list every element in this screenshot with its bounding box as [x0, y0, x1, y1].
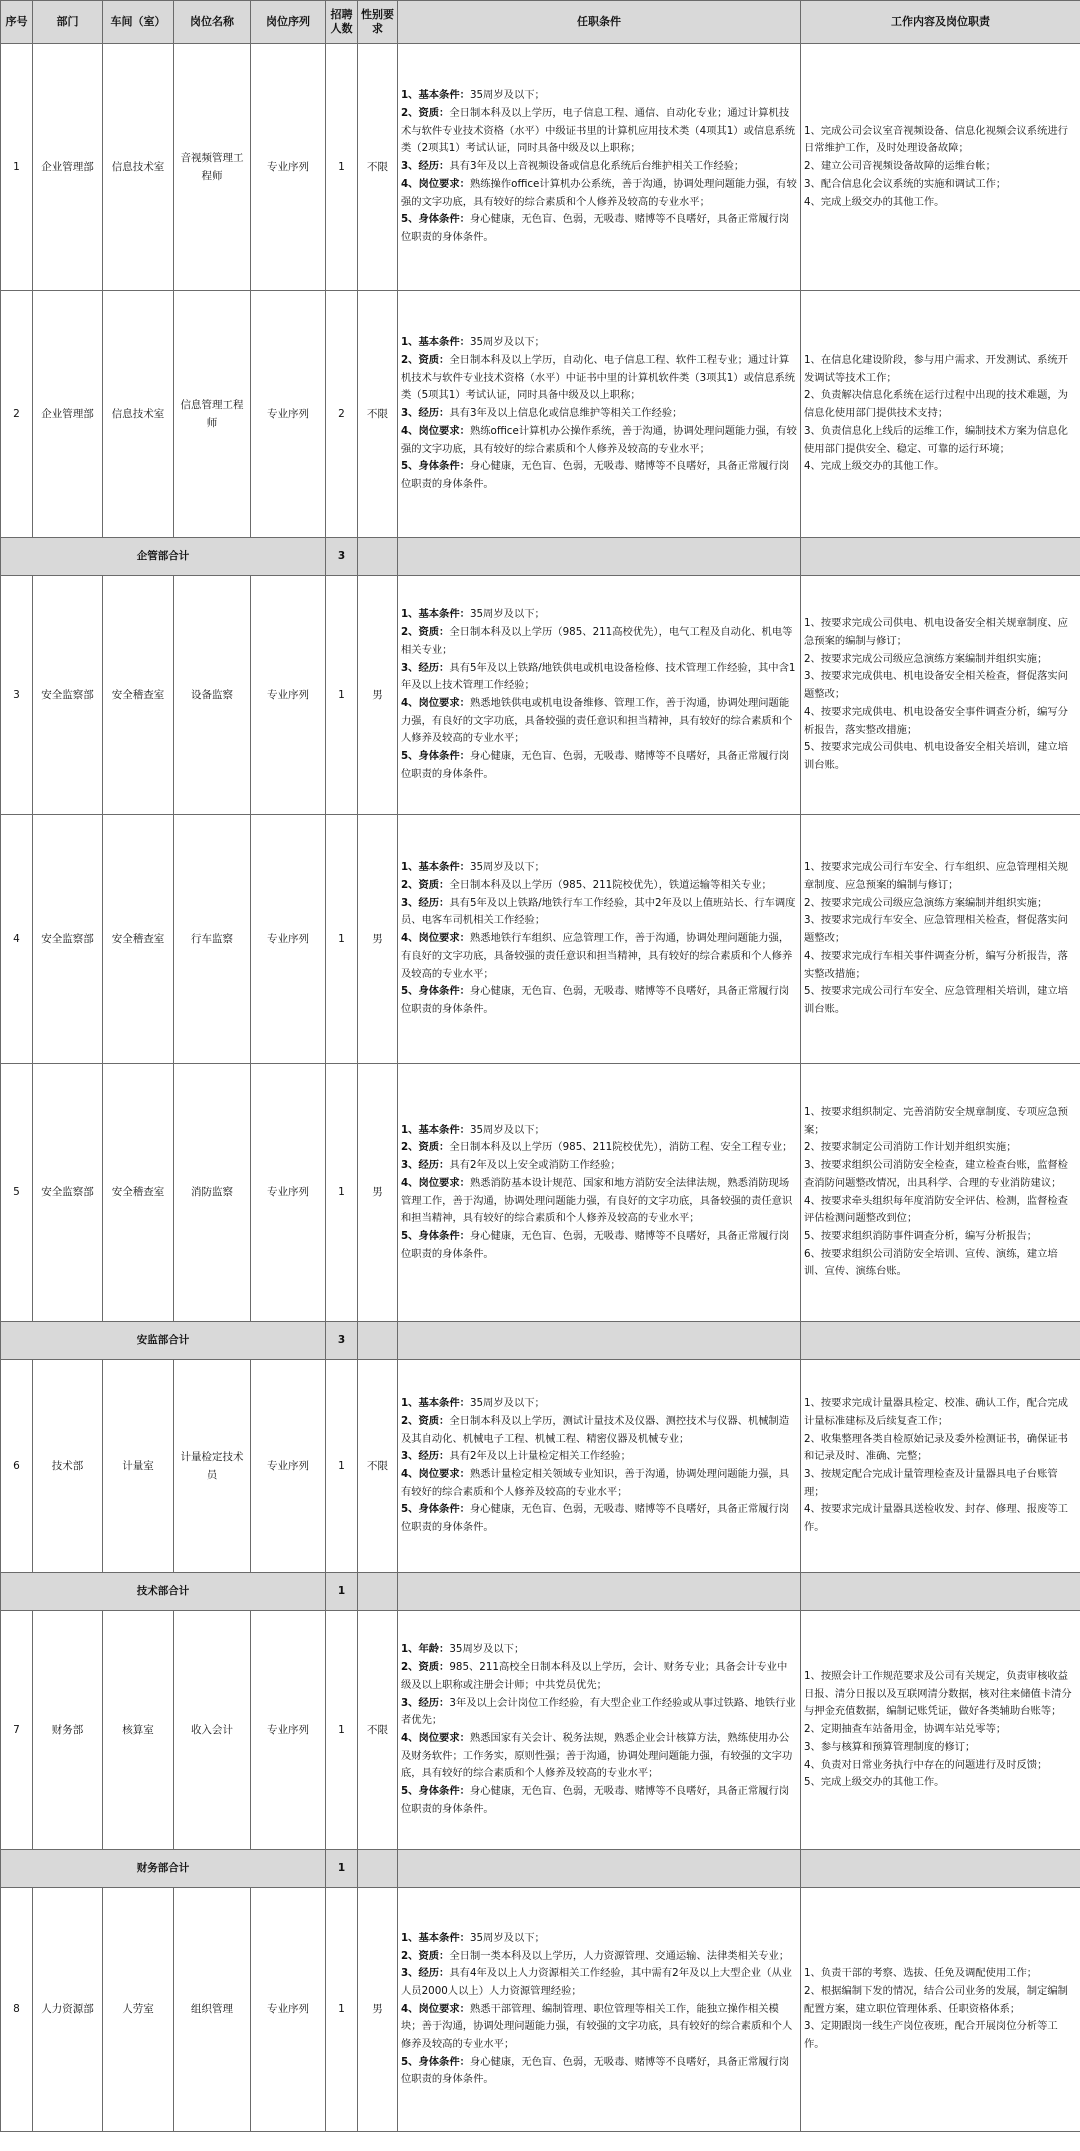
duty-item: 2、按要求完成公司级应急演练方案编制并组织实施；: [804, 652, 1048, 665]
requirements-cell: [398, 1611, 801, 1850]
duty-item: 3、按要求组织公司消防安全检查，建立检查台账，监督检查消防问题整改情况，出具科学、合理的专业消防建议；: [804, 1159, 1068, 1189]
subtotal-duties-empty: [801, 1322, 1080, 1360]
position-sequence: 专业序列: [251, 291, 326, 538]
hire-count: 1: [326, 1064, 358, 1322]
requirement-key: 5、身体条件：: [401, 985, 470, 998]
requirement-item: [401, 87, 797, 105]
subtotal-requirements-empty: [398, 1850, 801, 1888]
requirement-key: 4、岗位要求：: [401, 1176, 470, 1189]
col-no-header: 序号: [1, 1, 33, 44]
department: 安全监察部: [33, 1064, 103, 1322]
requirement-key: 3、经历：: [401, 896, 450, 909]
workshop: 安全稽查室: [103, 576, 174, 815]
department: 企业管理部: [33, 44, 103, 291]
requirement-value: 全日制本科及以上学历（985、211高校优先），电气工程及自动化、机电等相关专业；: [401, 626, 793, 656]
duty-item: 2、定期抽查车站备用金，协调车站兑零等；: [804, 1723, 1007, 1736]
duties-cell: [801, 1064, 1080, 1322]
subtotal-row: [1, 1573, 1080, 1611]
position-name: 音视频管理工程师: [174, 44, 251, 291]
gender-requirement: 男: [358, 815, 398, 1064]
requirement-key: 1、基本条件：: [401, 1123, 470, 1136]
position-name: 行车监察: [174, 815, 251, 1064]
duty-item: 3、参与核算和预算管理制度的修订；: [804, 1740, 976, 1753]
subtotal-requirements-empty: [398, 538, 801, 576]
position-sequence: 专业序列: [251, 44, 326, 291]
subtotal-duties-empty: [801, 538, 1080, 576]
requirement-key: 2、资质：: [401, 107, 450, 120]
requirement-item: [401, 1695, 797, 1730]
workshop: 计量室: [103, 1360, 174, 1573]
requirement-value: 身心健康，无色盲、色弱，无吸毒、赌博等不良嗜好，具备正常履行岗位职责的身体条件。: [401, 750, 790, 780]
requirement-item: [401, 1122, 797, 1140]
requirement-value: 35周岁及以下；: [449, 1643, 525, 1656]
requirement-item: [401, 176, 797, 211]
requirement-key: 1、基本条件：: [401, 861, 470, 874]
col-workshop-header: 车间（室）: [103, 1, 174, 44]
position-name: 计量检定技术员: [174, 1360, 251, 1573]
duty-item: 2、按要求完成公司级应急演练方案编制并组织实施；: [804, 896, 1048, 909]
duty-item: 5、按要求组织消防事件调查分析，编写分析报告；: [804, 1229, 1038, 1242]
requirement-value: 熟练操作office计算机办公系统，善于沟通，协调处理问题能力强，有较强的文字功底，具有较好的综合素质和个人修养及较高的专业水平；: [401, 177, 797, 208]
hire-count: 1: [326, 44, 358, 291]
requirements-cell: [398, 1360, 801, 1573]
row-number: 7: [1, 1611, 33, 1850]
workshop: 安全稽查室: [103, 815, 174, 1064]
row-number: 2: [1, 291, 33, 538]
requirement-key: 1、基本条件：: [401, 1931, 470, 1944]
duties-cell: [801, 1360, 1080, 1573]
requirement-item: [401, 1641, 797, 1659]
requirement-item: [401, 606, 797, 624]
requirement-value: 身心健康，无色盲、色弱，无吸毒、赌博等不良嗜好，具备正常履行岗位职责的身体条件。: [401, 213, 790, 243]
requirement-item: [401, 1466, 797, 1501]
col-position-header: 岗位名称: [174, 1, 251, 44]
requirement-key: 2、资质：: [401, 1414, 450, 1427]
duties-cell: [801, 1888, 1080, 2132]
requirement-key: 5、身体条件：: [401, 750, 470, 763]
requirement-value: 熟悉干部管理、编制管理、职位管理等相关工作，能独立操作相关模块；善于沟通，协调处理问题能力强，有较强的文字功底，具有较好的综合素质和个人修养及较高的专业水平；: [401, 2002, 793, 2051]
duty-item: 5、完成上级交办的其他工作。: [804, 1776, 945, 1789]
workshop: 人劳室: [103, 1888, 174, 2132]
requirement-key: 4、岗位要求：: [401, 424, 470, 437]
requirement-value: 35周岁及以下；: [469, 861, 545, 874]
subtotal-duties-empty: [801, 1573, 1080, 1611]
job-row: [1, 576, 1080, 815]
workshop: 信息技术室: [103, 44, 174, 291]
duty-item: 1、完成公司会议室音视频设备、信息化视频会议系统进行日常维护工作，及时处理设备故障；: [804, 124, 1068, 155]
duty-item: 4、完成上级交办的其他工作。: [804, 195, 945, 208]
hire-count: 1: [326, 815, 358, 1064]
requirement-key: 5、身体条件：: [401, 1785, 470, 1798]
requirements-cell: [398, 1064, 801, 1322]
department: 财务部: [33, 1611, 103, 1850]
requirement-value: 全日制本科及以上学历，自动化、电子信息工程、软件工程专业；通过计算机技术与软件专业技术资格（水平）中证书中里的计算机软件类（3项其1）或信息系统类（5项其1）考试认证，同时具备中级及以上职称；: [401, 354, 796, 402]
requirement-value: 身心健康，无色盲、色弱，无吸毒、赌博等不良嗜好，具备正常履行岗位职责的身体条件。: [401, 460, 790, 490]
duties-cell: [801, 291, 1080, 538]
requirement-value: 35周岁及以下；: [469, 336, 545, 349]
requirements-cell: [398, 815, 801, 1064]
requirement-item: [401, 2054, 797, 2089]
requirement-item: [401, 1930, 797, 1948]
duty-item: 5、按要求完成公司行车安全、应急管理相关培训，建立培训台账。: [804, 985, 1068, 1015]
requirement-item: [401, 895, 797, 930]
requirement-key: 1、基本条件：: [401, 1397, 470, 1410]
requirement-key: 5、身体条件：: [401, 1503, 470, 1516]
requirement-key: 3、经历：: [401, 160, 450, 173]
duty-item: 3、定期跟岗一线生产岗位夜班，配合开展岗位分析等工作。: [804, 2020, 1058, 2051]
requirement-item: [401, 405, 797, 423]
duties-cell: [801, 44, 1080, 291]
workshop: 安全稽查室: [103, 1064, 174, 1322]
requirement-key: 2、资质：: [401, 1141, 450, 1154]
duty-item: 2、负责解决信息化系统在运行过程中出现的技术难题，为信息化使用部门提供技术支持；: [804, 389, 1068, 420]
requirement-value: 3年及以上会计岗位工作经验，有大型企业工作经验或从事过铁路、地铁行业者优先；: [401, 1696, 796, 1727]
duty-item: 3、按规定配合完成计量管理检查及计量器具电子台账管理；: [804, 1468, 1058, 1498]
position-sequence: 专业序列: [251, 1611, 326, 1850]
requirement-key: 4、岗位要求：: [401, 1468, 470, 1480]
subtotal-label: 技术部合计: [1, 1573, 326, 1611]
requirement-value: 具有4年及以上人力资源相关工作经验，其中需有2年及以上大型企业（从业人员2000人以上）人力资源管理经验；: [401, 1967, 792, 1997]
requirement-value: 具有2年及以上计量检定相关工作经验；: [449, 1450, 631, 1463]
requirement-key: 4、岗位要求：: [401, 1732, 470, 1744]
position-sequence: 专业序列: [251, 1064, 326, 1322]
requirement-key: 4、岗位要求：: [401, 2002, 470, 2015]
subtotal-row: [1, 1850, 1080, 1888]
requirement-value: 全日制本科及以上学历，测试计量技术及仪器、测控技术与仪器、机械制造及其自动化、机械电子工程、机械工程、精密仪器及机械专业；: [401, 1414, 790, 1445]
gender-requirement: 男: [358, 576, 398, 815]
position-name: 消防监察: [174, 1064, 251, 1322]
requirement-key: 2、资质：: [401, 879, 450, 892]
requirement-item: [401, 930, 797, 983]
duties-cell: [801, 1611, 1080, 1850]
requirement-key: 4、岗位要求：: [401, 932, 470, 945]
subtotal-label: 企管部合计: [1, 538, 326, 576]
duty-item: 4、完成上级交办的其他工作。: [804, 460, 945, 473]
requirement-value: 全日制本科及以上学历，电子信息工程、通信、自动化专业；通过计算机技术与软件专业技术资格（水平）中级证书里的计算机应用技术类（4项其1）或信息系统类（2项其1）考试认证，同时具备中级及以上职称；: [401, 107, 796, 155]
duty-item: 4、按要求牵头组织每年度消防安全评估、检测，监督检查评估检测问题整改到位；: [804, 1194, 1068, 1225]
hire-count: 1: [326, 1360, 358, 1573]
requirement-item: [401, 624, 797, 659]
workshop: 信息技术室: [103, 291, 174, 538]
row-number: 5: [1, 1064, 33, 1322]
job-row: [1, 44, 1080, 291]
requirement-item: [401, 1157, 797, 1175]
requirements-cell: [398, 1888, 801, 2132]
duty-item: 3、按要求完成供电、机电设备安全相关检查，督促落实问题整改；: [804, 670, 1068, 701]
requirement-key: 1、基本条件：: [401, 89, 470, 102]
requirement-value: 具有5年及以上铁路/地铁行车工作经验，其中2年及以上值班站长、行车调度员、电客车司机相关工作经验；: [401, 896, 796, 927]
requirement-item: [401, 105, 797, 158]
requirement-item: [401, 748, 797, 783]
subtotal-label: 财务部合计: [1, 1850, 326, 1888]
header-row: [1, 1, 1080, 44]
duty-item: 4、按要求完成供电、机电设备安全事件调查分析，编写分析报告，落实整改措施；: [804, 705, 1068, 736]
requirement-item: [401, 1395, 797, 1413]
requirement-value: 985、211高校全日制本科及以上学历，会计、财务专业；具备会计专业中级及以上职称或注册会计师；中共党员优先；: [401, 1661, 788, 1691]
requirement-value: 身心健康，无色盲、色弱，无吸毒、赌博等不良嗜好，具备正常履行岗位职责的身体条件。: [401, 985, 790, 1015]
subtotal-count: 3: [326, 538, 358, 576]
position-name: 收入会计: [174, 1611, 251, 1850]
requirement-item: [401, 352, 797, 405]
subtotal-count: 3: [326, 1322, 358, 1360]
requirement-key: 1、年龄：: [401, 1643, 450, 1656]
requirement-item: [401, 1175, 797, 1228]
requirement-value: 具有2年及以上安全或消防工作经验；: [449, 1159, 621, 1172]
duty-item: 1、按照会计工作规范要求及公司有关规定，负责审核收益日报、清分日报以及互联网清分数据，核对往来储值卡清分与押金充值数据，编制记账凭证，做好各类辅助台账等；: [804, 1670, 1072, 1718]
gender-requirement: 男: [358, 1064, 398, 1322]
requirement-key: 2、资质：: [401, 354, 450, 367]
requirement-item: [401, 334, 797, 352]
requirement-value: 身心健康，无色盲、色弱，无吸毒、赌博等不良嗜好，具备正常履行岗位职责的身体条件。: [401, 1229, 790, 1260]
requirement-key: 1、基本条件：: [401, 336, 470, 349]
requirement-key: 3、经历：: [401, 1159, 450, 1172]
requirement-item: [401, 695, 797, 748]
hire-count: 1: [326, 576, 358, 815]
gender-requirement: 不限: [358, 291, 398, 538]
requirement-value: 全日制本科及以上学历（985、211院校优先），消防工程、安全工程专业；: [449, 1141, 793, 1154]
requirements-cell: [398, 44, 801, 291]
requirement-value: 熟练office计算机办公操作系统，善于沟通，协调处理问题能力强，有较强的文字功底，具有较好的综合素质和个人修养及较高的专业水平；: [401, 424, 797, 455]
duty-item: 3、按要求完成行车安全、应急管理相关检查，督促落实问题整改；: [804, 914, 1068, 945]
job-row: [1, 815, 1080, 1064]
subtotal-gender-empty: [358, 1322, 398, 1360]
requirement-item: [401, 1501, 797, 1536]
row-number: 1: [1, 44, 33, 291]
position-sequence: 专业序列: [251, 576, 326, 815]
hire-count: 1: [326, 1888, 358, 2132]
requirement-value: 具有3年及以上信息化或信息维护等相关工作经验；: [449, 407, 683, 420]
subtotal-requirements-empty: [398, 1573, 801, 1611]
requirement-value: 身心健康，无色盲、色弱，无吸毒、赌博等不良嗜好，具备正常履行岗位职责的身体条件。: [401, 2055, 790, 2086]
gender-requirement: 不限: [358, 44, 398, 291]
duty-item: 1、按要求完成公司供电、机电设备安全相关规章制度、应急预案的编制与修订；: [804, 617, 1068, 648]
row-number: 8: [1, 1888, 33, 2132]
requirement-key: 2、资质：: [401, 1661, 450, 1674]
requirement-item: [401, 859, 797, 877]
subtotal-row: [1, 1322, 1080, 1360]
requirement-item: [401, 983, 797, 1018]
requirement-value: 全日制一类本科及以上学历，人力资源管理、交通运输、法律类相关专业；: [449, 1949, 790, 1962]
duty-item: 1、按要求完成公司行车安全、行车组织、应急管理相关规章制度、应急预案的编制与修订；: [804, 861, 1068, 892]
requirement-item: [401, 1448, 797, 1466]
subtotal-gender-empty: [358, 1850, 398, 1888]
duty-item: 4、按要求完成计量器具送检收发、封存、修理、报废等工作。: [804, 1503, 1068, 1534]
requirement-item: [401, 1413, 797, 1448]
requirement-key: 2、资质：: [401, 1949, 450, 1962]
requirement-value: 35周岁及以下；: [469, 89, 545, 102]
requirement-item: [401, 158, 797, 176]
requirement-item: [401, 1965, 797, 2000]
requirements-cell: [398, 576, 801, 815]
requirements-cell: [398, 291, 801, 538]
requirement-item: [401, 1228, 797, 1263]
duty-item: 2、收集整理各类自检原始记录及委外检测证书，确保证书和记录及时、准确、完整；: [804, 1432, 1068, 1463]
subtotal-gender-empty: [358, 538, 398, 576]
requirement-value: 熟悉计量检定相关领域专业知识，善于沟通，协调处理问题能力强，具有较好的综合素质和个人修养及较高的专业水平；: [401, 1468, 790, 1498]
requirement-key: 3、经历：: [401, 1967, 450, 1980]
requirement-key: 3、经历：: [401, 407, 450, 420]
duty-item: 1、按要求完成计量器具检定、校准、确认工作，配合完成计量标准建标及后续复查工作；: [804, 1397, 1068, 1427]
requirement-value: 具有5年及以上铁路/地铁供电或机电设备检修、技术管理工作经验，其中含1年及以上技术管理工作经验；: [401, 661, 796, 692]
department: 人力资源部: [33, 1888, 103, 2132]
requirement-key: 2、资质：: [401, 626, 450, 639]
requirement-value: 熟悉消防基本设计规范、国家和地方消防安全法律法规，熟悉消防现场管理工作，善于沟通，协调处理问题能力强，有良好的文字功底，具备较强的责任意识和担当精神，具有较好的综合素质和个人修养及较高的专业水平；: [401, 1176, 793, 1225]
subtotal-row: [1, 538, 1080, 576]
duty-item: 2、按要求制定公司消防工作计划并组织实施；: [804, 1141, 1017, 1154]
requirement-item: [401, 660, 797, 695]
duty-item: 1、负责干部的考察、选拔、任免及调配使用工作；: [804, 1967, 1038, 1980]
duties-cell: [801, 815, 1080, 1064]
requirement-key: 3、经历：: [401, 661, 450, 674]
position-name: 信息管理工程师: [174, 291, 251, 538]
requirement-key: 1、基本条件：: [401, 608, 470, 621]
requirement-item: [401, 1659, 797, 1694]
job-row: [1, 1888, 1080, 2132]
col-department-header: 部门: [33, 1, 103, 44]
col-count-header: 招聘人数: [326, 1, 358, 44]
duty-item: 3、负责信息化上线后的运维工作，编制技术方案为信息化使用部门提供安全、稳定、可靠的运行环境；: [804, 424, 1068, 455]
requirement-item: [401, 1948, 797, 1966]
duties-cell: [801, 576, 1080, 815]
requirement-value: 熟悉地铁行车组织、应急管理工作，善于沟通，协调处理问题能力强，有良好的文字功底，具备较强的责任意识和担当精神，具有较好的综合素质和个人修养及较高的专业水平；: [401, 932, 793, 980]
requirement-value: 身心健康，无色盲、色弱，无吸毒、赌博等不良嗜好，具备正常履行岗位职责的身体条件。: [401, 1503, 790, 1534]
requirement-item: [401, 877, 797, 895]
subtotal-gender-empty: [358, 1573, 398, 1611]
position-sequence: 专业序列: [251, 815, 326, 1064]
workshop: 核算室: [103, 1611, 174, 1850]
gender-requirement: 不限: [358, 1611, 398, 1850]
department: 安全监察部: [33, 576, 103, 815]
subtotal-count: 1: [326, 1573, 358, 1611]
job-row: [1, 1611, 1080, 1850]
table-body: [1, 44, 1080, 2132]
hire-count: 2: [326, 291, 358, 538]
row-number: 4: [1, 815, 33, 1064]
department: 企业管理部: [33, 291, 103, 538]
requirement-item: [401, 1783, 797, 1818]
department: 安全监察部: [33, 815, 103, 1064]
col-duties-header: 工作内容及岗位职责: [801, 1, 1080, 44]
position-sequence: 专业序列: [251, 1360, 326, 1573]
requirement-value: 熟悉地铁供电或机电设备维修、管理工作，善于沟通，协调处理问题能力强，有良好的文字功底，具备较强的责任意识和担当精神，具有较好的综合素质和个人修养及较高的专业水平；: [401, 697, 793, 745]
duty-item: 3、配合信息化会议系统的实施和调试工作；: [804, 177, 1007, 190]
gender-requirement: 男: [358, 1888, 398, 2132]
requirement-key: 5、身体条件：: [401, 1229, 470, 1242]
requirement-value: 35周岁及以下；: [469, 1397, 545, 1410]
requirement-item: [401, 211, 797, 246]
requirement-value: 全日制本科及以上学历（985、211院校优先），铁道运输等相关专业；: [449, 879, 772, 892]
requirement-key: 4、岗位要求：: [401, 177, 470, 190]
position-name: 设备监察: [174, 576, 251, 815]
position-name: 组织管理: [174, 1888, 251, 2132]
requirement-key: 5、身体条件：: [401, 460, 470, 473]
requirement-item: [401, 423, 797, 458]
subtotal-duties-empty: [801, 1850, 1080, 1888]
requirement-value: 35周岁及以下；: [469, 1931, 545, 1944]
requirement-key: 3、经历：: [401, 1450, 450, 1463]
col-gender-header: 性别要求: [358, 1, 398, 44]
requirement-item: [401, 1139, 797, 1157]
duty-item: 4、负责对日常业务执行中存在的问题进行及时反馈；: [804, 1758, 1048, 1771]
job-row: [1, 1360, 1080, 1573]
requirement-item: [401, 1730, 797, 1783]
requirement-value: 具有3年及以上音视频设备或信息化系统后台维护相关工作经验；: [449, 160, 745, 173]
duty-item: 1、在信息化建设阶段，参与用户需求、开发测试、系统开发调试等技术工作；: [804, 354, 1068, 384]
duty-item: 2、根据编制下发的情况，结合公司业务的发展，制定编制配置方案，建立职位管理体系、任职资格体系；: [804, 1984, 1068, 2015]
hire-count: 1: [326, 1611, 358, 1850]
requirement-key: 4、岗位要求：: [401, 697, 470, 709]
requirement-key: 5、身体条件：: [401, 213, 470, 226]
requirement-value: 35周岁及以下；: [469, 608, 545, 621]
requirement-value: 35周岁及以下；: [469, 1123, 545, 1136]
col-sequence-header: 岗位序列: [251, 1, 326, 44]
department: 技术部: [33, 1360, 103, 1573]
duty-item: 5、按要求完成公司供电、机电设备安全相关培训，建立培训台账。: [804, 741, 1068, 771]
duty-item: 6、按要求组织公司消防安全培训、宣传、演练，建立培训、宣传、演练台账。: [804, 1247, 1058, 1278]
subtotal-requirements-empty: [398, 1322, 801, 1360]
duty-item: 2、建立公司音视频设备故障的运维台帐；: [804, 160, 996, 173]
position-sequence: 专业序列: [251, 1888, 326, 2132]
requirement-item: [401, 2001, 797, 2054]
requirement-key: 3、经历：: [401, 1696, 450, 1709]
job-row: [1, 291, 1080, 538]
requirement-key: 5、身体条件：: [401, 2055, 470, 2068]
requirement-value: 熟悉国家有关会计、税务法规，熟悉企业会计核算方法，熟练使用办公及财务软件；工作务实，原则性强；善于沟通，协调处理问题能力强，有较强的文字功底，具有较好的综合素质和个人修养及较高的专业水平；: [401, 1732, 793, 1780]
duty-item: 1、按要求组织制定、完善消防安全规章制度、专项应急预案；: [804, 1105, 1068, 1136]
requirement-value: 身心健康，无色盲、色弱，无吸毒、赌博等不良嗜好，具备正常履行岗位职责的身体条件。: [401, 1785, 790, 1815]
job-row: [1, 1064, 1080, 1322]
row-number: 3: [1, 576, 33, 815]
subtotal-count: 1: [326, 1850, 358, 1888]
gender-requirement: 不限: [358, 1360, 398, 1573]
col-requirements-header: 任职条件: [398, 1, 801, 44]
subtotal-label: 安监部合计: [1, 1322, 326, 1360]
requirement-item: [401, 458, 797, 493]
row-number: 6: [1, 1360, 33, 1573]
duty-item: 4、按要求完成行车相关事件调查分析，编写分析报告，落实整改措施；: [804, 949, 1068, 980]
